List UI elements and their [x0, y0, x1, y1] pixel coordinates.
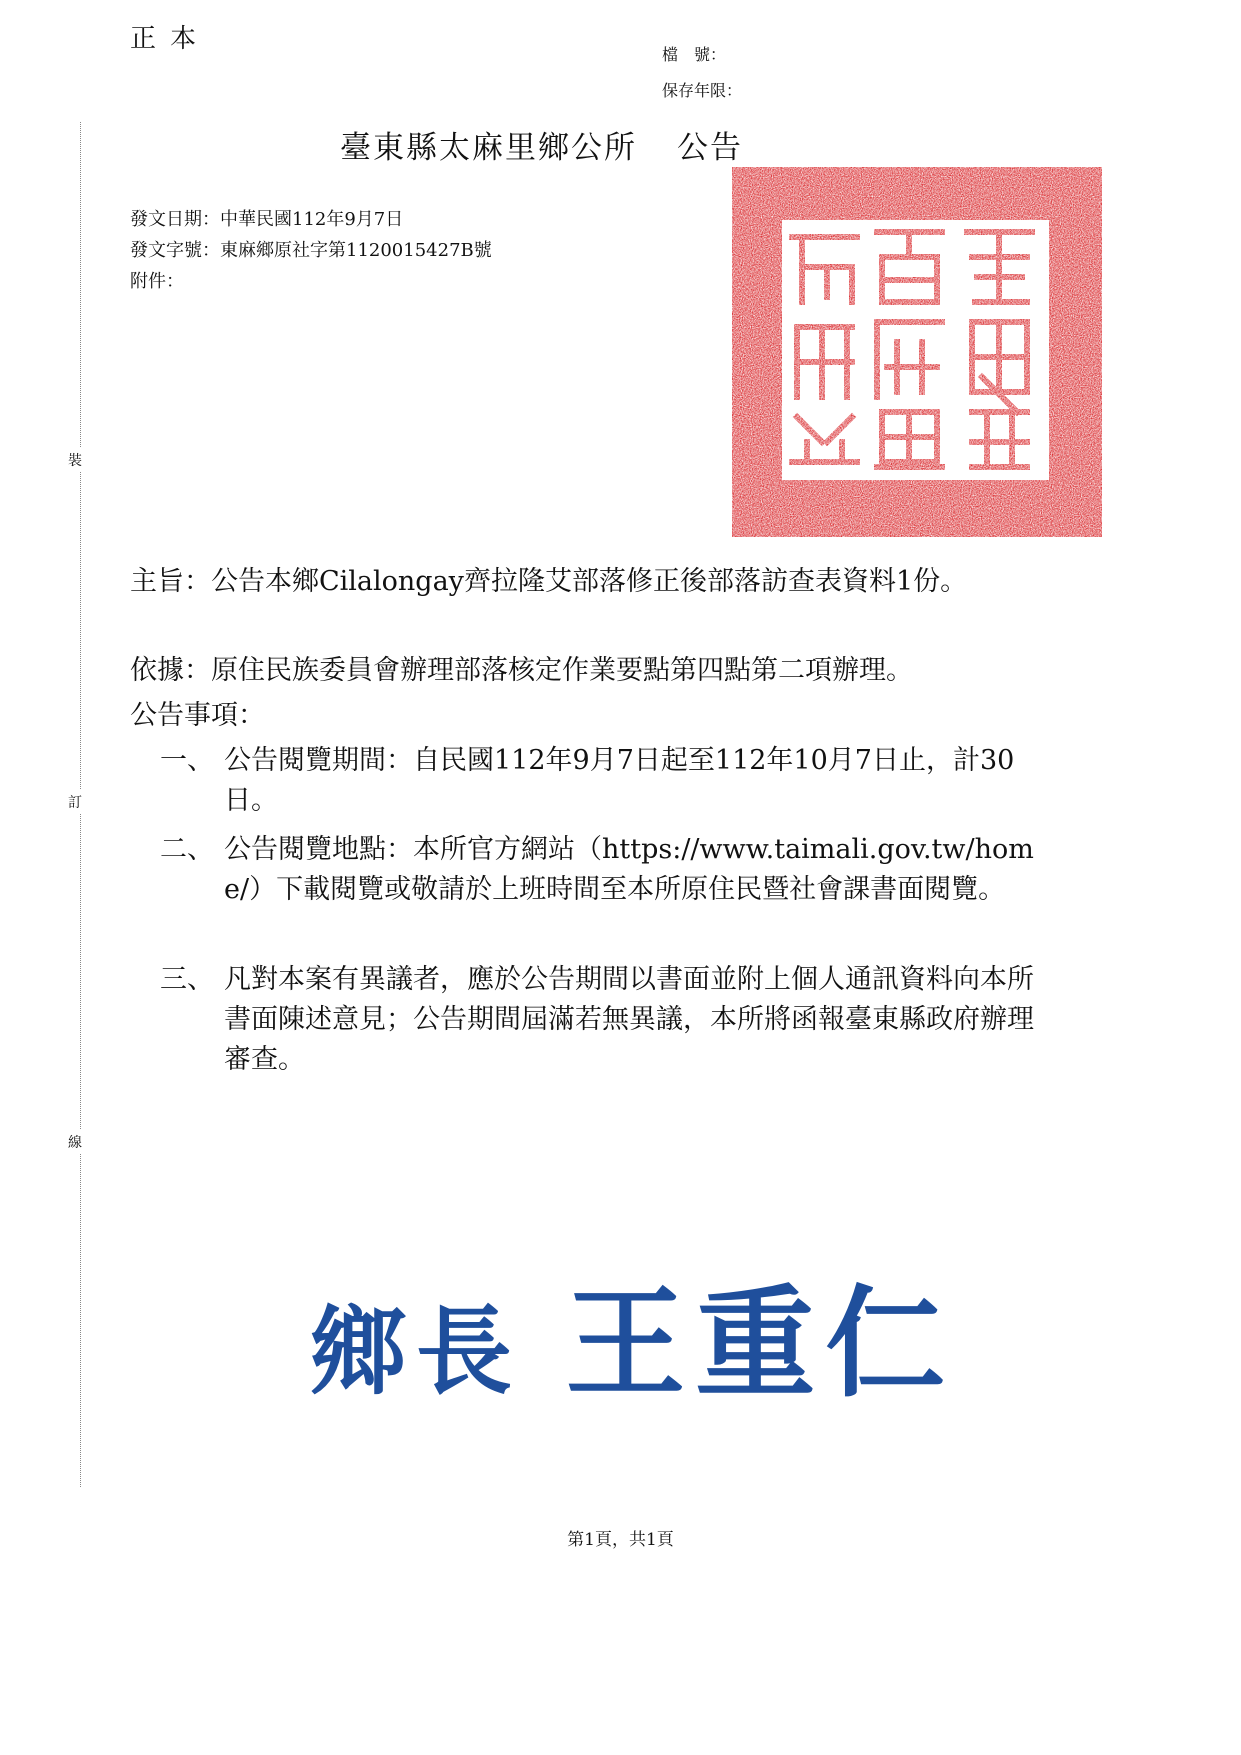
item-text: 公告閱覽地點：本所官方網站（https://www.taimali.gov.tw/home/）下載閱覽或敬請於上班時間至本所原住民暨社會課書面閱覽。: [224, 834, 1034, 905]
document-title: [340, 122, 743, 167]
announcement-item: [160, 741, 1040, 821]
subject-paragraph: 主旨：公告本鄉Cilalongay齊拉隆艾部落修正後部落訪查表資料1份。: [130, 566, 968, 597]
copy-label: 正本: [130, 24, 211, 54]
item-number: 三、: [160, 964, 214, 995]
basis-paragraph: 依據：原住民族委員會辦理部落核定作業要點第四點第二項辦理。: [130, 655, 913, 686]
announcement-item: [160, 960, 1040, 1080]
item-number: 二、: [160, 834, 214, 865]
official-seal-stamp: [727, 162, 1107, 542]
item-number: 一、: [160, 745, 214, 776]
item-text: 公告閱覽期間：自民國112年9月7日起至112年10月7日止，計30日。: [224, 745, 1015, 816]
page-number: 第1頁，共1頁: [567, 1530, 674, 1550]
announcement-item: [160, 830, 1040, 910]
mayor-signature-stamp: [310, 1248, 955, 1420]
issue-date: 發文日期：中華民國112年9月7日: [130, 209, 404, 230]
file-number-label: 檔 號：: [662, 45, 727, 64]
issuing-office: 臺東縣太麻里鄉公所: [340, 130, 637, 166]
signature-name: 王重仁: [565, 1273, 956, 1414]
binding-mark-xian: 線: [68, 1130, 82, 1154]
announcement-items-heading: 公告事項：: [130, 700, 265, 731]
binding-mark-zhuang: 裝: [68, 448, 82, 472]
binding-mark-ding: 訂: [68, 790, 82, 814]
attachment-label: 附件：: [130, 271, 184, 292]
signature-title: 鄉長: [310, 1295, 522, 1408]
item-text: 凡對本案有異議者，應於公告期間以書面並附上個人通訊資料向本所書面陳述意見；公告期間屆滿若無異議，本所將函報臺東縣政府辦理審查。: [224, 964, 1034, 1075]
document-type: 公告: [677, 130, 743, 166]
retention-period-label: 保存年限：: [662, 81, 743, 100]
document-number: 發文字號：東麻鄉原社字第1120015427B號: [130, 240, 492, 261]
